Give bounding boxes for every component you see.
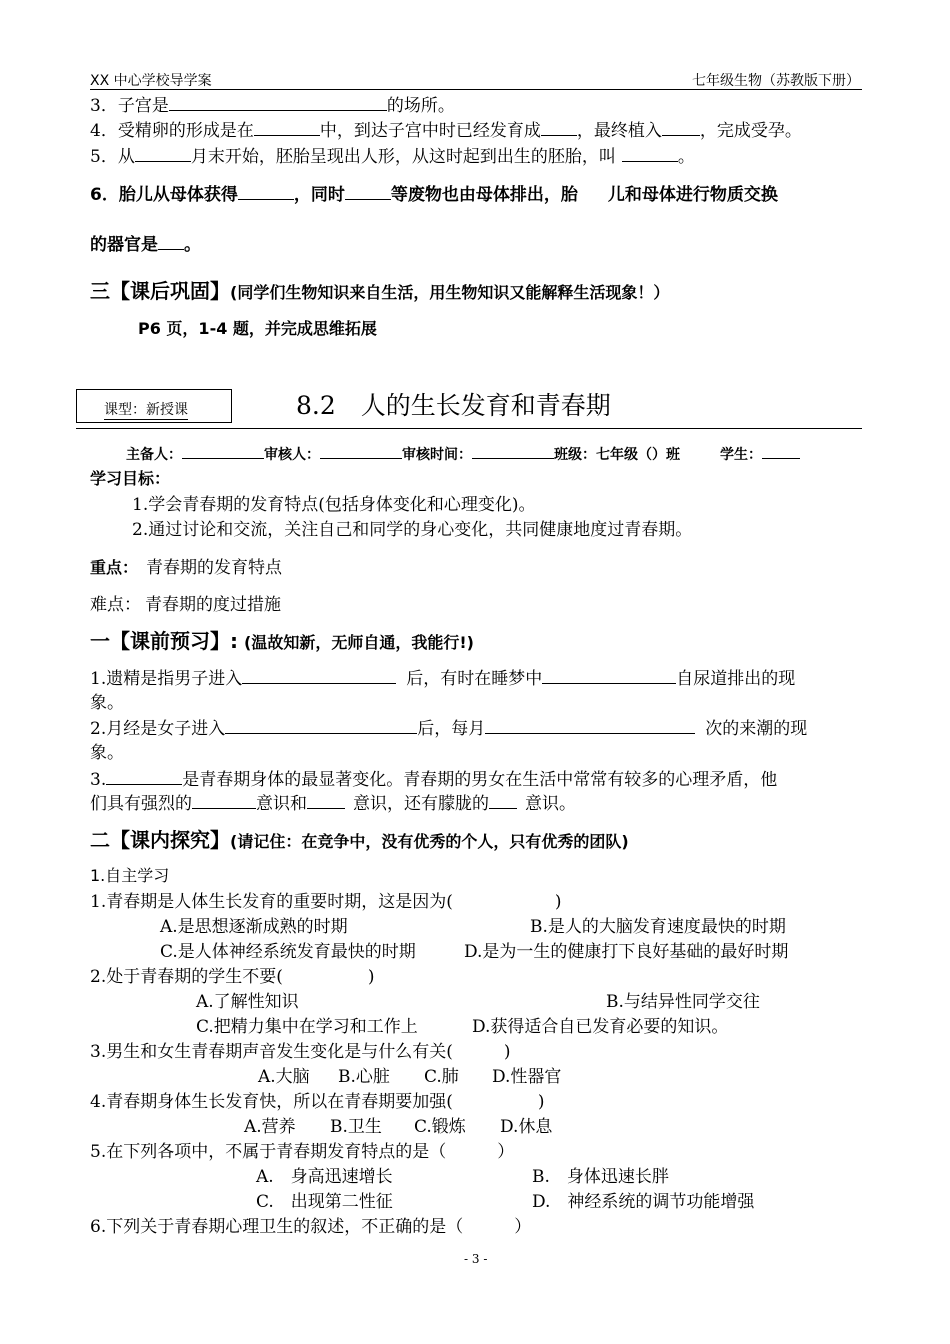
question-4-fertilized-egg: 4．受精卵的形成是在 中，到达子宫中时已经发育成 ，最终植入 ，完成受孕。 [90,116,802,141]
blank[interactable] [106,767,182,785]
mc-option[interactable]: C.把精力集中在学习和工作上 [196,1017,418,1037]
mc-option[interactable]: A.是思想逐渐成熟的时期 [160,917,348,937]
mc-option[interactable]: B. 身体迅速长胖 [532,1167,669,1187]
mc-question-6: 6.下列关于青春期心理卫生的叙述，不正确的是（ ） [90,1217,532,1237]
lesson-info-row: 主备人： 审核人： 审核时间： 班级：七年级（）班 学生： [126,443,800,464]
mc-option[interactable]: A.了解性知识 [196,992,299,1012]
page-number: - 3 - [464,1252,488,1266]
blank[interactable] [307,791,345,809]
preview-question-3: 3. 是青春期身体的最显著变化。青春期的男女在生活中常常有较多的心理矛盾，他 [90,765,777,790]
lesson-type-label: 课型：新授课 [104,399,188,420]
mc-option[interactable]: C.是人体神经系统发育最快的时期 [160,942,416,962]
blank[interactable] [485,716,695,734]
section-3-heading: 三【课后巩固】 [90,279,230,303]
lesson-header-rule [76,428,862,429]
difficulty-point: 难点： 青春期的度过措施 [90,595,281,615]
section-3-heading-row [90,275,669,304]
lesson-title: 8.2 人的生长发育和青春期 [296,391,611,420]
preview-question-1: 1.遗精是指男子进入 后，有时在睡梦中 自尿道排出的现 [90,664,795,689]
mc-option[interactable]: C. 出现第二性征 [256,1192,393,1212]
blank[interactable] [225,716,417,734]
blank[interactable] [158,232,184,250]
mc-option[interactable]: C.肺 [424,1067,459,1087]
header-right: 七年级生物（苏教版下册） [692,73,860,89]
blank[interactable] [662,118,700,136]
blank[interactable] [238,182,294,200]
section-3-note: (同学们生物知识来自生活，用生物知识又能解释生活现象！） [230,283,670,302]
mc-option[interactable]: A.营养 [244,1117,296,1137]
preview-question-1-cont: 象。 [90,693,124,713]
mc-question-3: 3.男生和女生青春期声音发生变化是与什么有关( ) [90,1042,511,1062]
mc-option[interactable]: B.与结异性同学交往 [606,992,760,1012]
mc-question-1: 1.青春期是人体生长发育的重要时期，这是因为( ) [90,892,562,912]
mc-question-4: 4.青春期身体生长发育快，所以在青春期要加强( ) [90,1092,545,1112]
mc-option[interactable]: D.休息 [500,1117,553,1137]
mc-question-5: 5.在下列各项中，不属于青春期发育特点的是（ ） [90,1142,515,1162]
mc-option[interactable]: A. 身高迅速增长 [256,1167,393,1187]
blank[interactable] [541,118,577,136]
question-6-continued: 的器官是 。 [90,230,201,255]
section-2-note: (请记住：在竞争中，没有优秀的个人，只有优秀的团队) [230,832,629,851]
section-1-heading: 一【课前预习】: [90,629,238,653]
blank[interactable] [254,118,320,136]
mc-option[interactable]: B.卫生 [330,1117,382,1137]
mc-question-2: 2.处于青春期的学生不要( ) [90,967,375,987]
mc-option[interactable]: B.是人的大脑发育速度最快的时期 [530,917,786,937]
blank[interactable] [135,144,191,162]
student-field[interactable] [762,443,800,459]
mc-option[interactable]: C.锻炼 [414,1117,466,1137]
self-study-label: 1.自主学习 [90,866,170,885]
section-2-heading: 二【课内探究】 [90,828,230,852]
section-2-heading-row [90,824,629,853]
review-time-field[interactable] [472,443,554,459]
reviewer-field[interactable] [320,443,402,459]
preview-question-2: 2.月经是女子进入 后，每月 次的来潮的现 [90,714,807,739]
blank[interactable] [242,666,396,684]
mc-option[interactable]: A.大脑 [258,1067,310,1087]
header-left: XX 中心学校导学案 [90,73,212,89]
mc-option[interactable]: D. 神经系统的调节功能增强 [532,1192,755,1212]
objectives-label: 学习目标： [90,469,171,488]
preparer-field[interactable] [182,443,264,459]
mc-option[interactable]: D.是为一生的健康打下良好基础的最好时期 [464,942,789,962]
blank[interactable] [192,791,256,809]
question-5-embryo: 5．从 月末开始，胚胎呈现出人形，从这时起到出生的胚胎，叫 。 [90,142,695,167]
blank[interactable] [345,182,391,200]
question-3-womb: 3．子宫是 的场所。 [90,91,455,116]
question-6-fetus: 6．胎儿从母体获得 ，同时 等废物也由母体排出，胎 儿和母体进行物质交换 [90,180,778,205]
blank[interactable] [169,93,387,111]
preview-question-2-cont: 象。 [90,743,124,763]
blank[interactable] [489,791,517,809]
homework-task: P6 页，1-4 题，并完成思维拓展 [138,319,377,338]
preview-question-3-cont: 们具有强烈的 意识和 意识，还有朦胧的 意识。 [90,789,576,814]
blank[interactable] [622,144,678,162]
objective-item-1: 1.学会青春期的发育特点(包括身体变化和心理变化)。 [132,495,536,515]
mc-option[interactable]: D.获得适合自已发育必要的知识。 [472,1017,729,1037]
objective-item-2: 2.通过讨论和交流，关注自己和同学的身心变化，共同健康地度过青春期。 [132,520,693,540]
key-point: 重点： 青春期的发育特点 [90,558,283,578]
section-1-heading-row [90,625,474,654]
mc-option[interactable]: B.心脏 [338,1067,390,1087]
header-rule [90,89,862,90]
mc-option[interactable]: D.性器官 [492,1067,562,1087]
blank[interactable] [542,666,676,684]
section-1-note: (温故知新，无师自通，我能行!) [244,633,474,652]
